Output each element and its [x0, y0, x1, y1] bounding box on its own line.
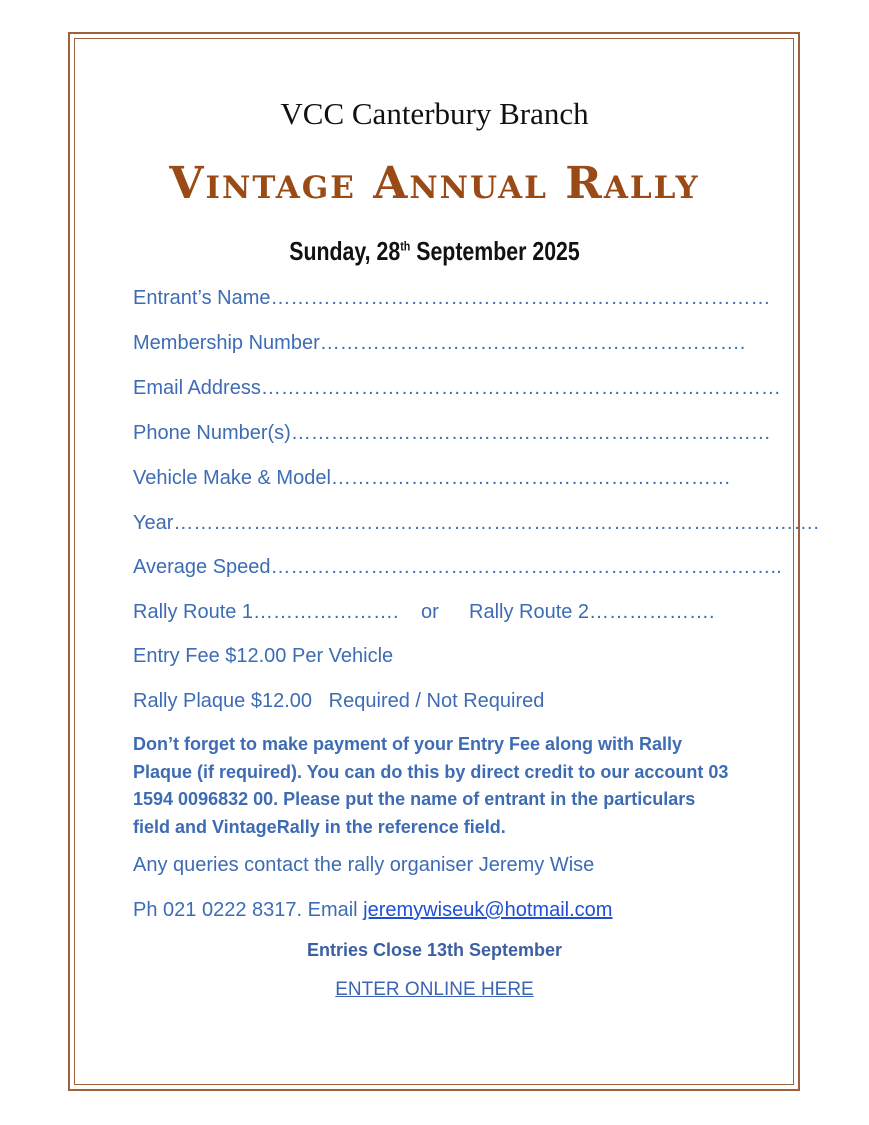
date-prefix: Sunday, 28: [289, 236, 401, 266]
year-field[interactable]: Year…………………………………………………………………………………….: [133, 512, 819, 534]
enter-online-link[interactable]: ENTER ONLINE HERE: [335, 979, 534, 1000]
rally-route-1-field[interactable]: Rally Route 1………………….: [133, 601, 399, 623]
payment-notice: Don’t forget to make payment of your Entry Fee along with Rally Plaque (if required). You can do this by direct credit to our account 03 1594 0096832 00. Please put the name of entrant in the particulars field and VintageRally in the reference field.: [133, 734, 729, 837]
rally-plaque-field[interactable]: Rally Plaque $12.00 Required / Not Required: [133, 690, 545, 712]
rally-route-2-field[interactable]: Rally Route 2……………….: [469, 601, 715, 623]
entry-fee-text: Entry Fee $12.00 Per Vehicle: [133, 645, 394, 667]
vehicle-make-model-field[interactable]: Vehicle Make & Model……………………………………………………: [133, 467, 731, 489]
branch-heading: VCC Canterbury Branch: [280, 96, 589, 131]
route-or-label: or: [421, 601, 439, 623]
email-address-field[interactable]: Email Address……………………………………………………………………: [133, 377, 781, 399]
phone-number-field[interactable]: Phone Number(s)………………………………………………………………: [133, 422, 771, 444]
rally-title: Vintage Annual Rally: [169, 158, 700, 209]
date-suffix: th: [400, 238, 411, 254]
average-speed-field[interactable]: Average Speed…………………………………………………………………..: [133, 556, 782, 578]
queries-text: Any queries contact the rally organiser Jeremy Wise: [133, 854, 595, 876]
entries-close-text: Entries Close 13th September: [306, 940, 563, 960]
contact-line: [133, 899, 612, 922]
phone-text: Ph 021 0222 8317. Email: [133, 899, 364, 921]
membership-number-field[interactable]: Membership Number……………………………………………………….: [133, 332, 746, 354]
entrant-name-field[interactable]: Entrant’s Name…………………………………………………………………: [133, 287, 771, 309]
email-link[interactable]: jeremywiseuk@hotmail.com: [363, 899, 613, 921]
date-rest: September 2025: [410, 236, 580, 266]
event-date: [78, 236, 791, 267]
